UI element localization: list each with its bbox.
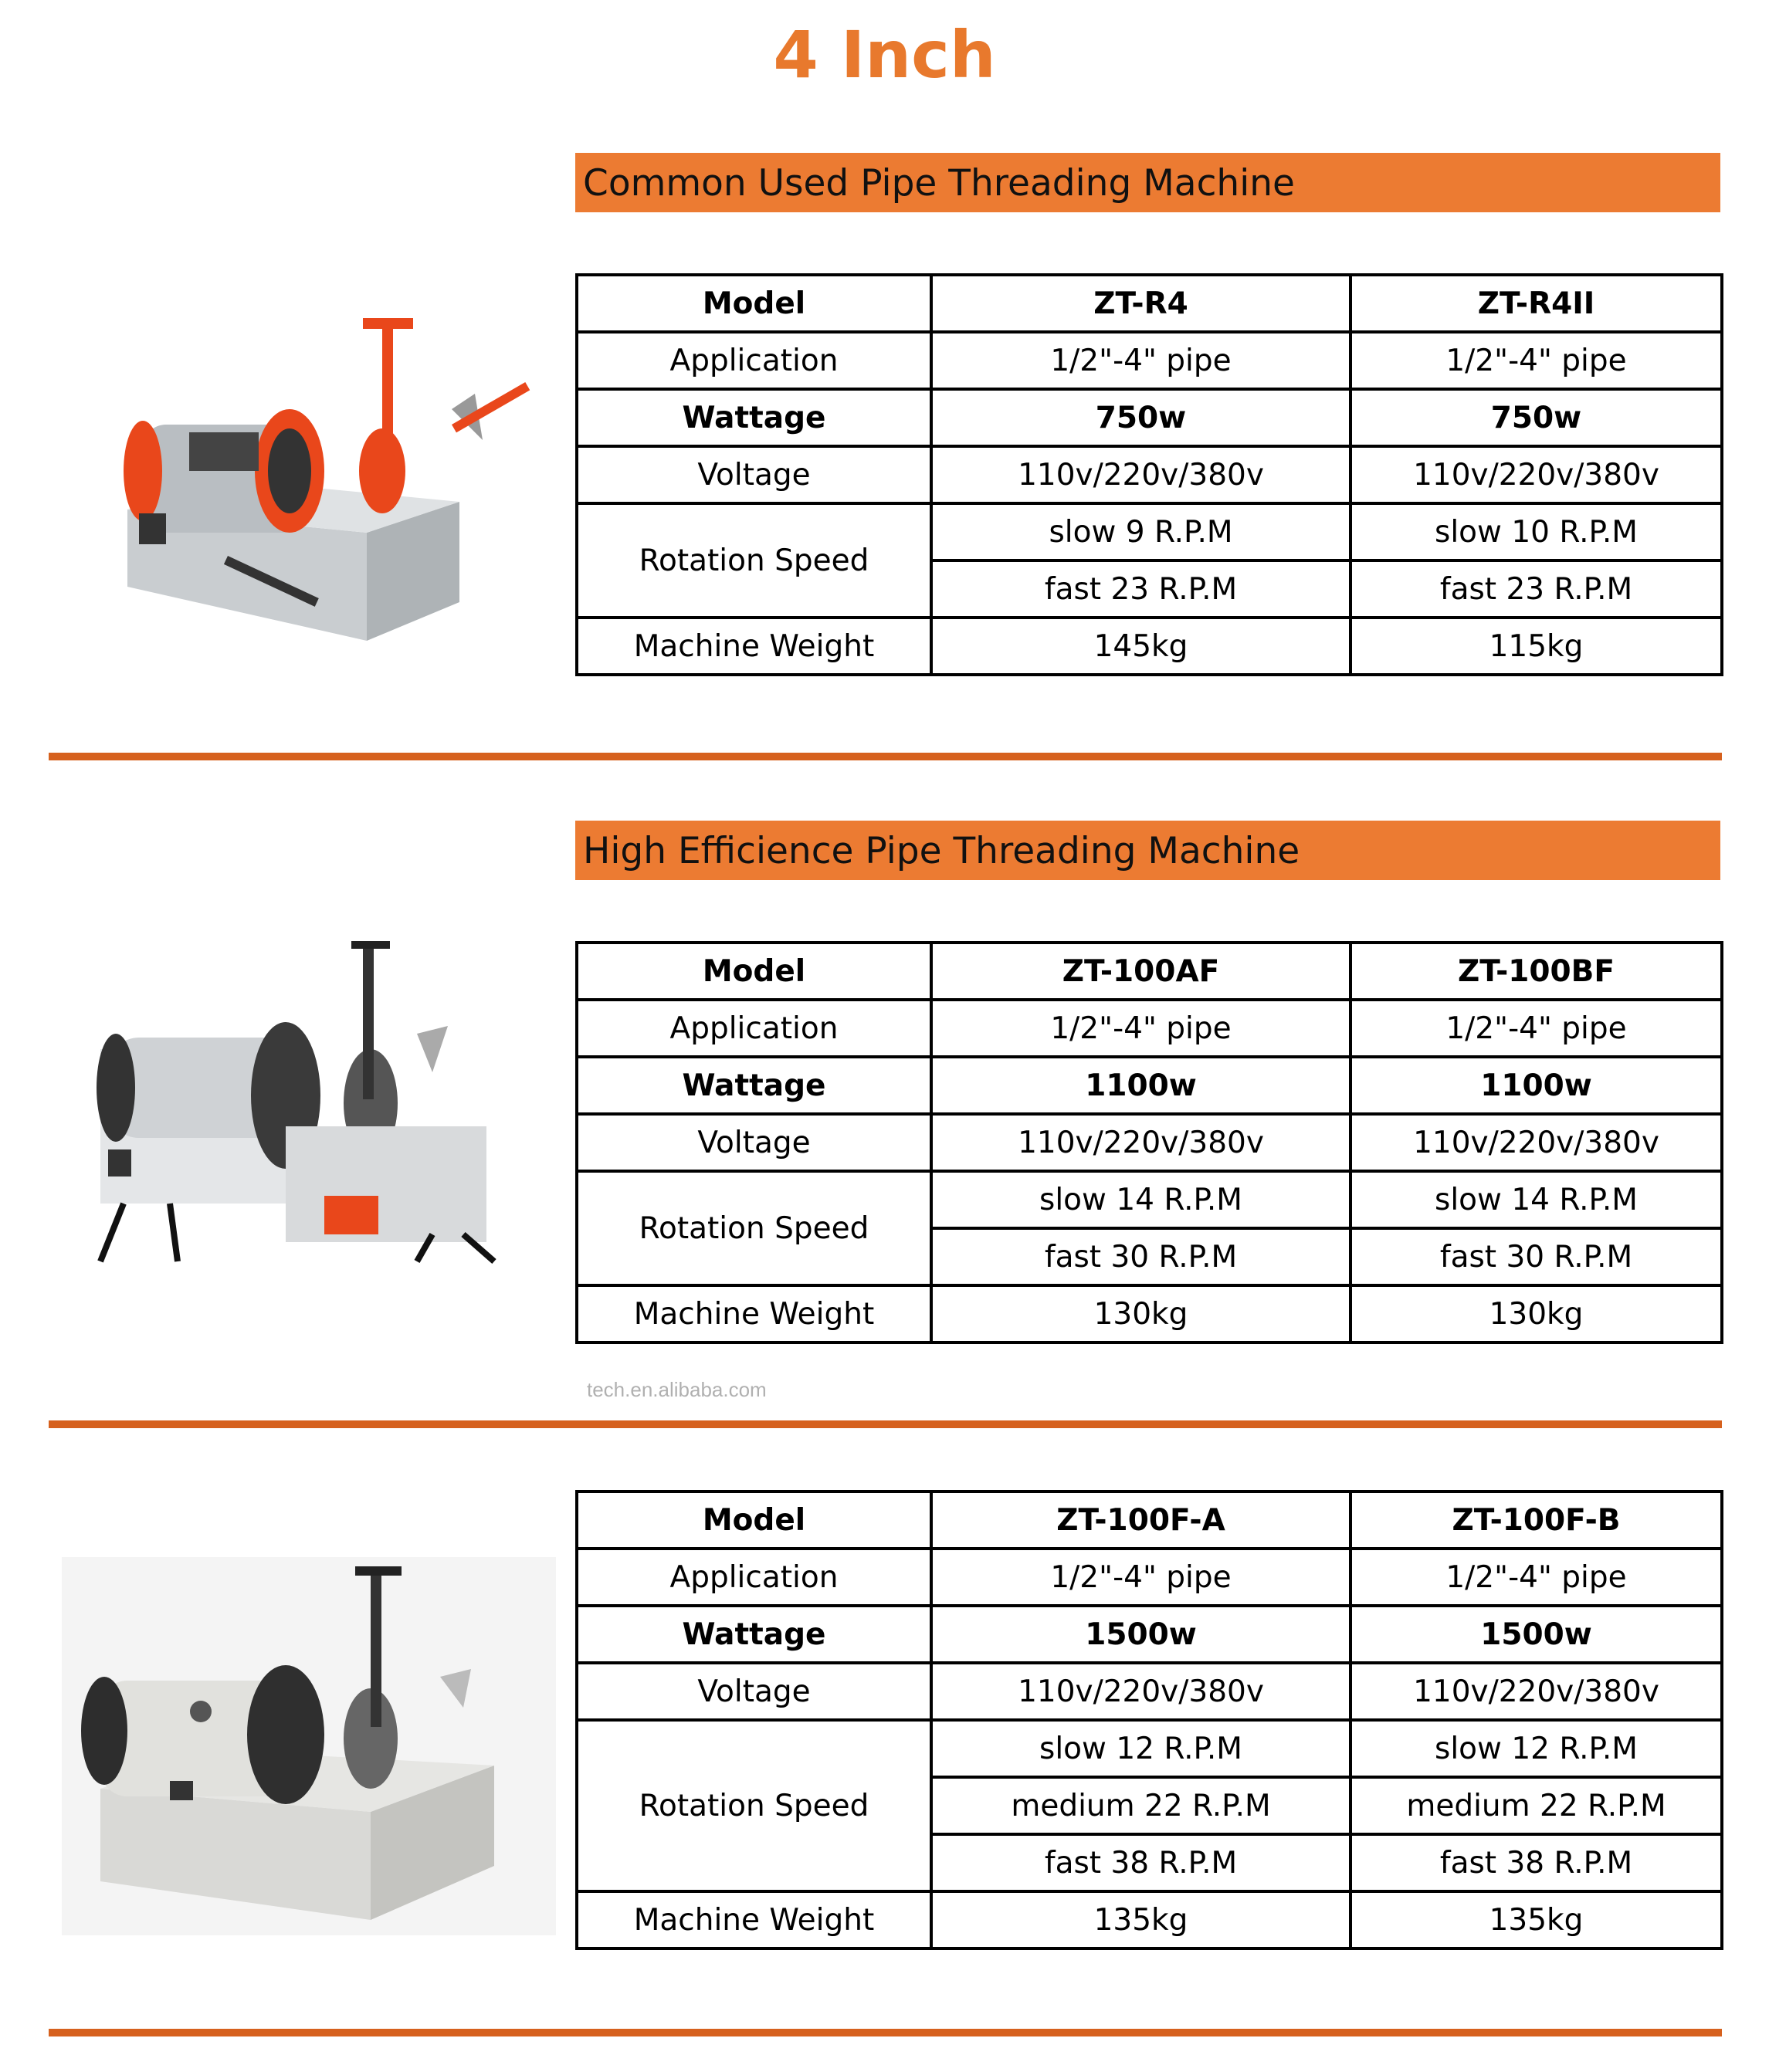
table-row [577, 1891, 1722, 1948]
table-cell: 110v/220v/380v [931, 1663, 1350, 1720]
table-cell: 750w [931, 389, 1350, 446]
table-row [577, 389, 1722, 446]
table-row [577, 332, 1722, 389]
table-cell: 135kg [931, 1891, 1350, 1948]
table-cell: 1/2"-4" pipe [1350, 1549, 1722, 1606]
table-cell: 110v/220v/380v [1350, 446, 1722, 503]
header-cell-model: ZT-100F-B [1350, 1491, 1722, 1549]
table-row [577, 1663, 1722, 1720]
table-cell: slow 12 R.P.M [931, 1720, 1350, 1777]
table-header-row [577, 1491, 1722, 1549]
table-row [577, 1720, 1722, 1777]
table-cell: fast 38 R.P.M [1350, 1834, 1722, 1891]
table-cell: slow 10 R.P.M [1350, 503, 1722, 560]
table-row [577, 1285, 1722, 1342]
table-cell: 1/2"-4" pipe [931, 1549, 1350, 1606]
table-cell: 135kg [1350, 1891, 1722, 1948]
table-cell: 145kg [931, 618, 1350, 675]
table-cell: 130kg [931, 1285, 1350, 1342]
table-cell: 110v/220v/380v [931, 1114, 1350, 1171]
header-cell-model: ZT-R4 [931, 275, 1350, 332]
machine-photo-stand [93, 941, 525, 1265]
row-label: Rotation Speed [577, 1720, 931, 1891]
table-cell: fast 23 R.P.M [931, 560, 1350, 618]
table-cell: 110v/220v/380v [1350, 1114, 1722, 1171]
header-cell-model: ZT-R4II [1350, 275, 1722, 332]
table-cell: 1500w [1350, 1606, 1722, 1663]
section-divider [49, 1420, 1722, 1428]
row-label: Voltage [577, 1663, 931, 1720]
row-label: Application [577, 1549, 931, 1606]
table-header-row [577, 943, 1722, 1000]
table-row [577, 618, 1722, 675]
table-cell: slow 9 R.P.M [931, 503, 1350, 560]
table-cell: 1500w [931, 1606, 1350, 1663]
row-label: Voltage [577, 446, 931, 503]
table-cell: 1100w [931, 1057, 1350, 1114]
spec-table-high-efficience [575, 941, 1723, 1344]
row-label: Wattage [577, 1606, 931, 1663]
section-heading-common: Common Used Pipe Threading Machine [575, 153, 1720, 212]
header-cell-model: ZT-100AF [931, 943, 1350, 1000]
table-cell: 110v/220v/380v [1350, 1663, 1722, 1720]
table-cell: fast 30 R.P.M [931, 1228, 1350, 1285]
row-label: Wattage [577, 389, 931, 446]
row-label: Rotation Speed [577, 1171, 931, 1285]
section-divider [49, 753, 1722, 760]
table-cell: medium 22 R.P.M [1350, 1777, 1722, 1834]
row-label: Application [577, 332, 931, 389]
table-cell: fast 38 R.P.M [931, 1834, 1350, 1891]
table-cell: 1100w [1350, 1057, 1722, 1114]
table-cell: 110v/220v/380v [931, 446, 1350, 503]
table-cell: 130kg [1350, 1285, 1722, 1342]
table-cell: 1/2"-4" pipe [1350, 332, 1722, 389]
page-title: 4 Inch [773, 17, 996, 93]
row-label: Rotation Speed [577, 503, 931, 618]
table-cell: 115kg [1350, 618, 1722, 675]
row-label: Application [577, 1000, 931, 1057]
section-divider [49, 2029, 1722, 2036]
header-cell-model: ZT-100F-A [931, 1491, 1350, 1549]
header-cell-model: ZT-100BF [1350, 943, 1722, 1000]
table-cell: fast 30 R.P.M [1350, 1228, 1722, 1285]
spec-table-common [575, 273, 1723, 676]
watermark: tech.en.alibaba.com [587, 1378, 767, 1401]
row-label: Voltage [577, 1114, 931, 1171]
table-cell: 1/2"-4" pipe [931, 1000, 1350, 1057]
machine-photo-1500w [62, 1557, 556, 1935]
machine-photo-red [112, 309, 544, 648]
row-label: Wattage [577, 1057, 931, 1114]
header-cell-label: Model [577, 275, 931, 332]
header-cell-label: Model [577, 943, 931, 1000]
table-cell: 1/2"-4" pipe [931, 332, 1350, 389]
table-cell: slow 14 R.P.M [931, 1171, 1350, 1228]
header-cell-label: Model [577, 1491, 931, 1549]
table-cell: medium 22 R.P.M [931, 1777, 1350, 1834]
table-row [577, 1057, 1722, 1114]
table-row [577, 503, 1722, 560]
section-heading-high-efficience: High Efficience Pipe Threading Machine [575, 821, 1720, 880]
table-row [577, 1114, 1722, 1171]
table-header-row [577, 275, 1722, 332]
row-label: Machine Weight [577, 1285, 931, 1342]
table-cell: slow 14 R.P.M [1350, 1171, 1722, 1228]
table-cell: slow 12 R.P.M [1350, 1720, 1722, 1777]
table-row [577, 1606, 1722, 1663]
row-label: Machine Weight [577, 1891, 931, 1948]
table-cell: fast 23 R.P.M [1350, 560, 1722, 618]
row-label: Machine Weight [577, 618, 931, 675]
table-row [577, 1000, 1722, 1057]
table-row [577, 1171, 1722, 1228]
table-cell: 1/2"-4" pipe [1350, 1000, 1722, 1057]
table-row [577, 446, 1722, 503]
spec-table-1500w [575, 1490, 1723, 1950]
table-cell: 750w [1350, 389, 1722, 446]
table-row [577, 1549, 1722, 1606]
